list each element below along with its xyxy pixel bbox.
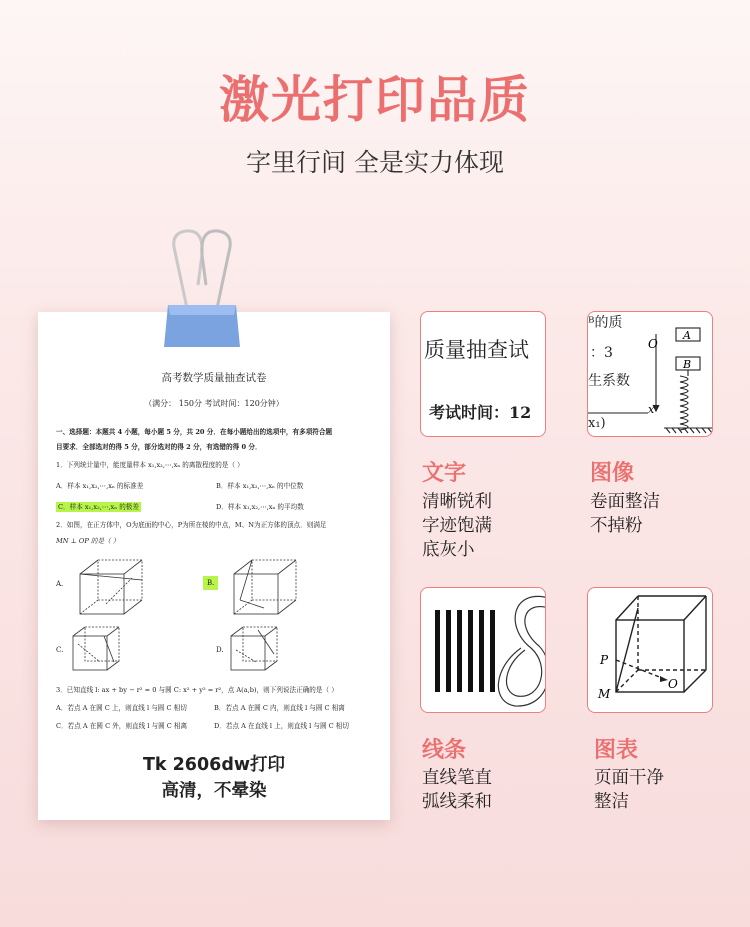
printer-tagline: 高清，不晕染 xyxy=(161,781,267,801)
image-quality-card: ᴮ的质 ：3 生系数 x₁) O A B x xyxy=(587,311,713,437)
cube-figure-d xyxy=(228,624,280,674)
cube-figure-c xyxy=(70,624,122,674)
exam-option-highlighted: C．样本 x₁,x₂,⋯,xₙ 的极差 xyxy=(58,503,139,511)
exam-paper xyxy=(38,312,390,820)
exam-line: 一、选择题：本题共 4 小题，每小题 5 分，共 20 分．在每小题给出的选项中，有多项符合题 xyxy=(56,428,333,436)
lines-heading: 线条 xyxy=(422,738,467,763)
lines-description: 直线笔直 弧线柔和 xyxy=(422,768,492,812)
exam-line: 1．下列统计量中，能度量样本 x₁,x₂,⋯,xₙ 的离散程度的是（ ） xyxy=(56,461,244,469)
cube-diagram-icon xyxy=(588,588,712,712)
spring-diagram-icon xyxy=(588,312,712,436)
image-heading: 图像 xyxy=(590,461,635,486)
svg-text:B: B xyxy=(683,358,692,371)
printer-model: Tk 2606dw打印 xyxy=(142,755,286,775)
svg-text:x: x xyxy=(648,403,655,416)
svg-text:P: P xyxy=(600,653,609,667)
exam-option: B．样本 x₁,x₂,⋯,xₙ 的中位数 xyxy=(216,482,304,490)
exam-option: B．若点 A 在圆 C 内，则直线 l 与圆 C 相离 xyxy=(214,704,345,712)
binder-clip-icon xyxy=(160,225,244,350)
exam-option: D．若点 A 在直线 l 上，则直线 l 与圆 C 相切 xyxy=(214,722,349,730)
page-title: 激光打印品质 xyxy=(219,71,531,129)
exam-option: A．若点 A 在圆 C 上，则直线 l 与圆 C 相切 xyxy=(56,704,187,712)
exam-line: 2．如图，在正方体中，O为底面的中心，P为所在棱的中点，M、N为正方体的顶点．则满足 xyxy=(56,521,327,529)
text-description: 清晰锐利 字迹饱满 底灰小 xyxy=(422,492,492,560)
svg-text:A: A xyxy=(683,329,691,342)
exam-option: A．样本 x₁,x₂,⋯,xₙ 的标准差 xyxy=(56,482,144,490)
chart-quality-card xyxy=(587,587,713,713)
line-sample-icon xyxy=(421,588,545,712)
sample-text-large: 质量抽查试 xyxy=(424,338,529,362)
exam-option: C．若点 A 在圆 C 外，则直线 l 与圆 C 相离 xyxy=(56,722,188,730)
printer-note xyxy=(38,752,390,804)
figure-label-c: C. xyxy=(56,646,64,654)
svg-text:O: O xyxy=(668,677,678,691)
exam-option: D．样本 x₁,x₂,⋯,xₙ 的平均数 xyxy=(216,503,304,511)
figure-label-a: A. xyxy=(56,580,64,588)
sample-text-small: 考试时间：12 xyxy=(429,403,532,422)
chart-heading: 图表 xyxy=(594,738,639,763)
svg-text:M: M xyxy=(598,687,611,701)
exam-title: 高考数学质量抽查试卷 xyxy=(161,372,267,384)
exam-line: 3．已知直线 l: ax + by − r² = 0 与圆 C: x² + y² = r²，点 A(a,b)，则下列说法正确的是（ ） xyxy=(56,686,338,694)
figure-label-b: B. xyxy=(203,576,218,590)
exam-subtitle: （满分： 150分 考试时间：120分钟） xyxy=(144,399,284,408)
chart-description: 页面干净 整洁 xyxy=(594,768,664,812)
text-heading: 文字 xyxy=(422,461,467,486)
page-subtitle: 字里行间 全是实力体现 xyxy=(246,148,504,177)
line-quality-card xyxy=(420,587,546,713)
exam-line: 目要求．全部选对的得 5 分，部分选对的得 2 分，有选错的得 0 分． xyxy=(56,443,262,451)
exam-line: MN ⊥ OP 的是（ ） xyxy=(56,537,120,545)
text-quality-card xyxy=(420,311,546,437)
figure-label-d: D. xyxy=(216,646,224,654)
cube-figure-b xyxy=(230,556,302,618)
image-description: 卷面整洁 不掉粉 xyxy=(590,492,660,536)
cube-figure-a xyxy=(76,556,148,618)
svg-text:O: O xyxy=(648,337,658,351)
